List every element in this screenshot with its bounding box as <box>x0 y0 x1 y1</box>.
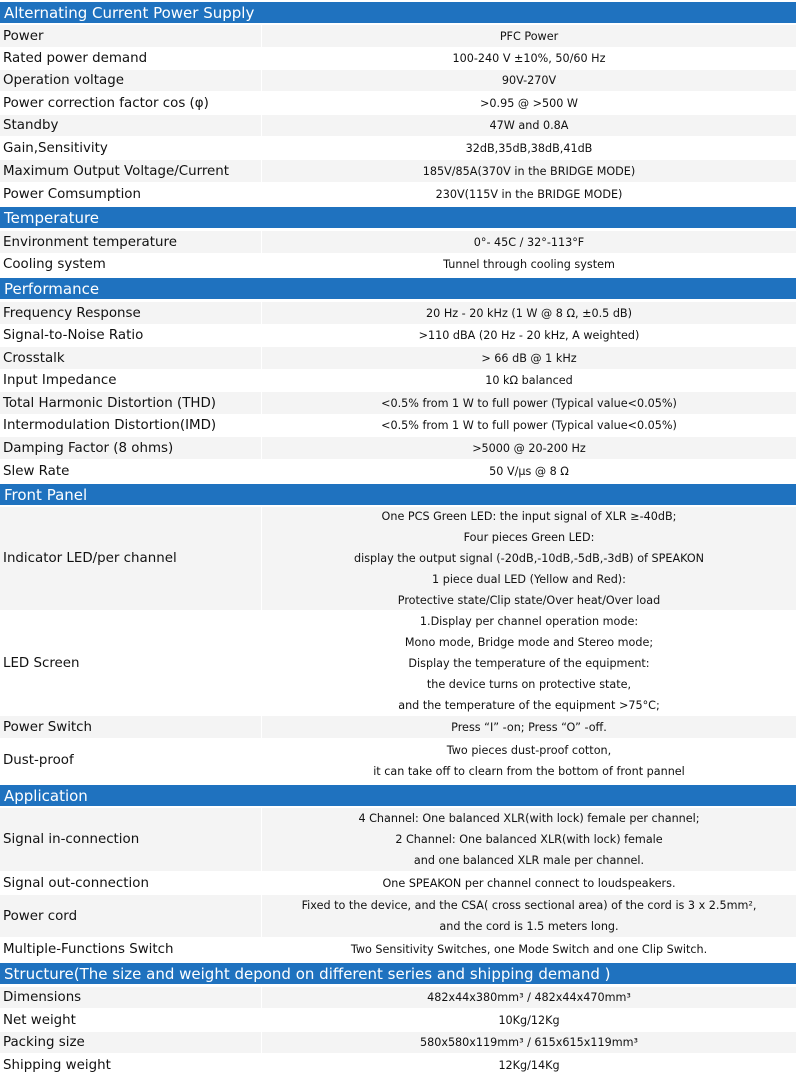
spec-label: Indicator LED/per channel <box>0 507 262 610</box>
spec-row-power-comsumption <box>0 183 796 206</box>
section-header-application: Application <box>0 785 796 807</box>
spec-label: Damping Factor (8 ohms) <box>0 437 262 459</box>
spec-label: Total Harmonic Distortion (THD) <box>0 392 262 414</box>
spec-row-indicator-led-per-channel <box>0 507 796 611</box>
spec-value-line: Protective state/Clip state/Over heat/Over load <box>397 594 661 607</box>
spec-value <box>262 160 796 182</box>
spec-row-shipping-weight <box>0 1054 796 1078</box>
section-header-temperature: Temperature <box>0 207 796 229</box>
spec-label: Signal in-connection <box>0 808 262 871</box>
spec-value-line: 90V-270V <box>501 74 557 87</box>
spec-row-cooling-system <box>0 254 796 276</box>
section-header-structure-the-size: Structure(The size and weight depond on different series and shipping demand ) <box>0 963 796 985</box>
spec-label: Maximum Output Voltage/Current <box>0 160 262 182</box>
spec-value <box>262 739 796 782</box>
spec-value <box>262 808 796 871</box>
spec-row-dimensions <box>0 987 796 1009</box>
spec-value-line: and one balanced XLR male per channel. <box>413 854 645 867</box>
spec-label: Power correction factor cos (φ) <box>0 92 262 114</box>
spec-value <box>262 392 796 414</box>
spec-row-operation-voltage <box>0 70 796 92</box>
spec-value <box>262 872 796 894</box>
spec-value <box>262 254 796 275</box>
spec-row-intermodulation-distortion-imd <box>0 415 796 437</box>
spec-value-line: 50 V/μs @ 8 Ω <box>489 464 569 478</box>
spec-label: Power Switch <box>0 716 262 738</box>
spec-value-line: PFC Power <box>499 29 559 43</box>
spec-value-line: Two pieces dust-proof cotton, <box>446 743 612 757</box>
spec-value <box>262 48 796 69</box>
spec-value-line: 12Kg/14Kg <box>498 1059 560 1072</box>
spec-row-environment-temperature <box>0 231 796 254</box>
spec-value <box>262 1009 796 1031</box>
spec-value-line: 185V/85A(370V in the BRIDGE MODE) <box>422 164 636 178</box>
spec-label: Environment temperature <box>0 231 262 253</box>
spec-value-line: 47W and 0.8A <box>489 119 569 132</box>
spec-value <box>262 325 796 346</box>
spec-value <box>262 347 796 369</box>
spec-label: Gain,Sensitivity <box>0 137 262 159</box>
spec-row-led-screen <box>0 611 796 716</box>
spec-row-input-impedance <box>0 370 796 392</box>
section-header-performance: Performance <box>0 278 796 300</box>
spec-row-slew-rate <box>0 460 796 483</box>
spec-value <box>262 437 796 459</box>
spec-row-power-correction-factor-cos <box>0 92 796 115</box>
spec-value-line: 4 Channel: One balanced XLR(with lock) female per channel; <box>358 812 700 825</box>
spec-label: Net weight <box>0 1009 262 1031</box>
spec-value-line: <0.5% from 1 W to full power (Typical value<0.05%) <box>381 419 677 432</box>
spec-value-line: it can take off to clearn from the bottom of front pannel <box>373 764 685 778</box>
spec-label: Signal-to-Noise Ratio <box>0 325 262 346</box>
spec-row-power <box>0 25 796 48</box>
spec-label: Intermodulation Distortion(IMD) <box>0 415 262 436</box>
spec-row-crosstalk <box>0 347 796 370</box>
spec-value-line: and the cord is 1.5 meters long. <box>439 920 619 933</box>
spec-value <box>262 231 796 253</box>
spec-row-packing-size <box>0 1032 796 1054</box>
spec-value <box>262 370 796 391</box>
spec-row-total-harmonic-distortion-thd <box>0 392 796 415</box>
spec-value-line: Display the temperature of the equipment: <box>408 656 650 670</box>
spec-row-power-cord <box>0 895 796 938</box>
spec-value <box>262 1054 796 1077</box>
section-header-front-panel: Front Panel <box>0 484 796 506</box>
spec-value-line: 10Kg/12Kg <box>498 1013 560 1027</box>
spec-value <box>262 507 796 610</box>
spec-label: LED Screen <box>0 611 262 715</box>
section-header-alternating-current-power: Alternating Current Power Supply <box>0 2 796 24</box>
spec-row-signal-in-connection <box>0 808 796 872</box>
spec-label: Standby <box>0 115 262 136</box>
spec-value-line: 580x580x119mm³ / 615x615x119mm³ <box>419 1036 639 1049</box>
spec-value-line: display the output signal (-20dB,-10dB,-5dB,-3dB) of SPEAKON <box>353 552 705 565</box>
spec-value-line: Fixed to the device, and the CSA( cross sectional area) of the cord is 3 x 2.5mm², <box>301 899 757 912</box>
spec-row-damping-factor-8-ohms <box>0 437 796 460</box>
spec-value-line: the device turns on protective state, <box>426 677 632 691</box>
spec-value-line: 100-240 V ±10%, 50/60 Hz <box>452 52 606 65</box>
spec-label: Input Impedance <box>0 370 262 391</box>
spec-value-line: 20 Hz - 20 kHz (1 W @ 8 Ω, ±0.5 dB) <box>426 306 632 320</box>
spec-value-line: >0.95 @ >500 W <box>480 96 578 110</box>
spec-label: Multiple-Functions Switch <box>0 938 262 960</box>
spec-value <box>262 460 796 482</box>
spec-value-line: Tunnel through cooling system <box>443 258 615 271</box>
spec-value-line: One PCS Green LED: the input signal of XLR ≥-40dB; <box>381 510 677 523</box>
spec-row-multiple-functions-switch <box>0 938 796 961</box>
spec-label: Power <box>0 25 262 47</box>
spec-label: Rated power demand <box>0 48 262 69</box>
spec-value <box>262 25 796 47</box>
spec-value-line: 1.Display per channel operation mode: <box>419 614 639 628</box>
spec-row-signal-out-connection <box>0 872 796 895</box>
spec-value-line: <0.5% from 1 W to full power (Typical value<0.05%) <box>381 396 677 410</box>
spec-value <box>262 70 796 91</box>
spec-value-line: Four pieces Green LED: <box>463 531 595 544</box>
spec-value <box>262 137 796 159</box>
spec-value-line: >5000 @ 20-200 Hz <box>472 441 586 455</box>
spec-row-gain-sensitivity <box>0 137 796 160</box>
spec-value <box>262 92 796 114</box>
spec-value <box>262 895 796 937</box>
spec-value-line: and the temperature of the equipment >75°C; <box>398 698 660 712</box>
spec-label: Signal out-connection <box>0 872 262 894</box>
spec-row-signal-to-noise-ratio <box>0 325 796 347</box>
spec-value <box>262 611 796 715</box>
spec-value <box>262 987 796 1008</box>
spec-label: Crosstalk <box>0 347 262 369</box>
spec-value-line: Press “I” -on; Press “O” -off. <box>451 720 607 734</box>
spec-value <box>262 115 796 136</box>
spec-row-dust-proof <box>0 739 796 783</box>
spec-value-line: Two Sensitivity Switches, one Mode Switch and one Clip Switch. <box>350 942 708 956</box>
spec-label: Power Comsumption <box>0 183 262 205</box>
spec-label: Power cord <box>0 895 262 937</box>
spec-label: Shipping weight <box>0 1054 262 1077</box>
spec-label: Frequency Response <box>0 302 262 324</box>
spec-value <box>262 716 796 738</box>
spec-value-line: 0°- 45C / 32°-113°F <box>473 235 585 249</box>
spec-row-net-weight <box>0 1009 796 1032</box>
spec-value-line: >110 dBA (20 Hz - 20 kHz, A weighted) <box>418 329 640 342</box>
spec-value <box>262 415 796 436</box>
spec-row-frequency-response <box>0 302 796 325</box>
spec-value-line: 1 piece dual LED (Yellow and Red): <box>432 573 626 586</box>
spec-value <box>262 183 796 205</box>
spec-label: Cooling system <box>0 254 262 275</box>
spec-value-line: One SPEAKON per channel connect to loudspeakers. <box>382 876 676 890</box>
spec-value-line: 482x44x380mm³ / 482x44x470mm³ <box>427 991 631 1004</box>
spec-value <box>262 1032 796 1053</box>
spec-value-line: 10 kΩ balanced <box>485 374 573 387</box>
spec-row-standby <box>0 115 796 137</box>
spec-row-maximum-output-voltage-current <box>0 160 796 183</box>
spec-label: Packing size <box>0 1032 262 1053</box>
spec-label: Slew Rate <box>0 460 262 482</box>
spec-label: Dust-proof <box>0 739 262 782</box>
spec-row-power-switch <box>0 716 796 739</box>
spec-label: Operation voltage <box>0 70 262 91</box>
spec-value-line: Mono mode, Bridge mode and Stereo mode; <box>404 635 654 649</box>
spec-value-line: > 66 dB @ 1 kHz <box>481 351 577 365</box>
spec-row-rated-power-demand <box>0 48 796 70</box>
spec-label: Dimensions <box>0 987 262 1008</box>
spec-value-line: 2 Channel: One balanced XLR(with lock) female <box>395 833 663 846</box>
spec-value-line: 32dB,35dB,38dB,41dB <box>465 141 593 155</box>
spec-value-line: 230V(115V in the BRIDGE MODE) <box>435 187 623 201</box>
spec-value <box>262 302 796 324</box>
spec-value <box>262 938 796 960</box>
